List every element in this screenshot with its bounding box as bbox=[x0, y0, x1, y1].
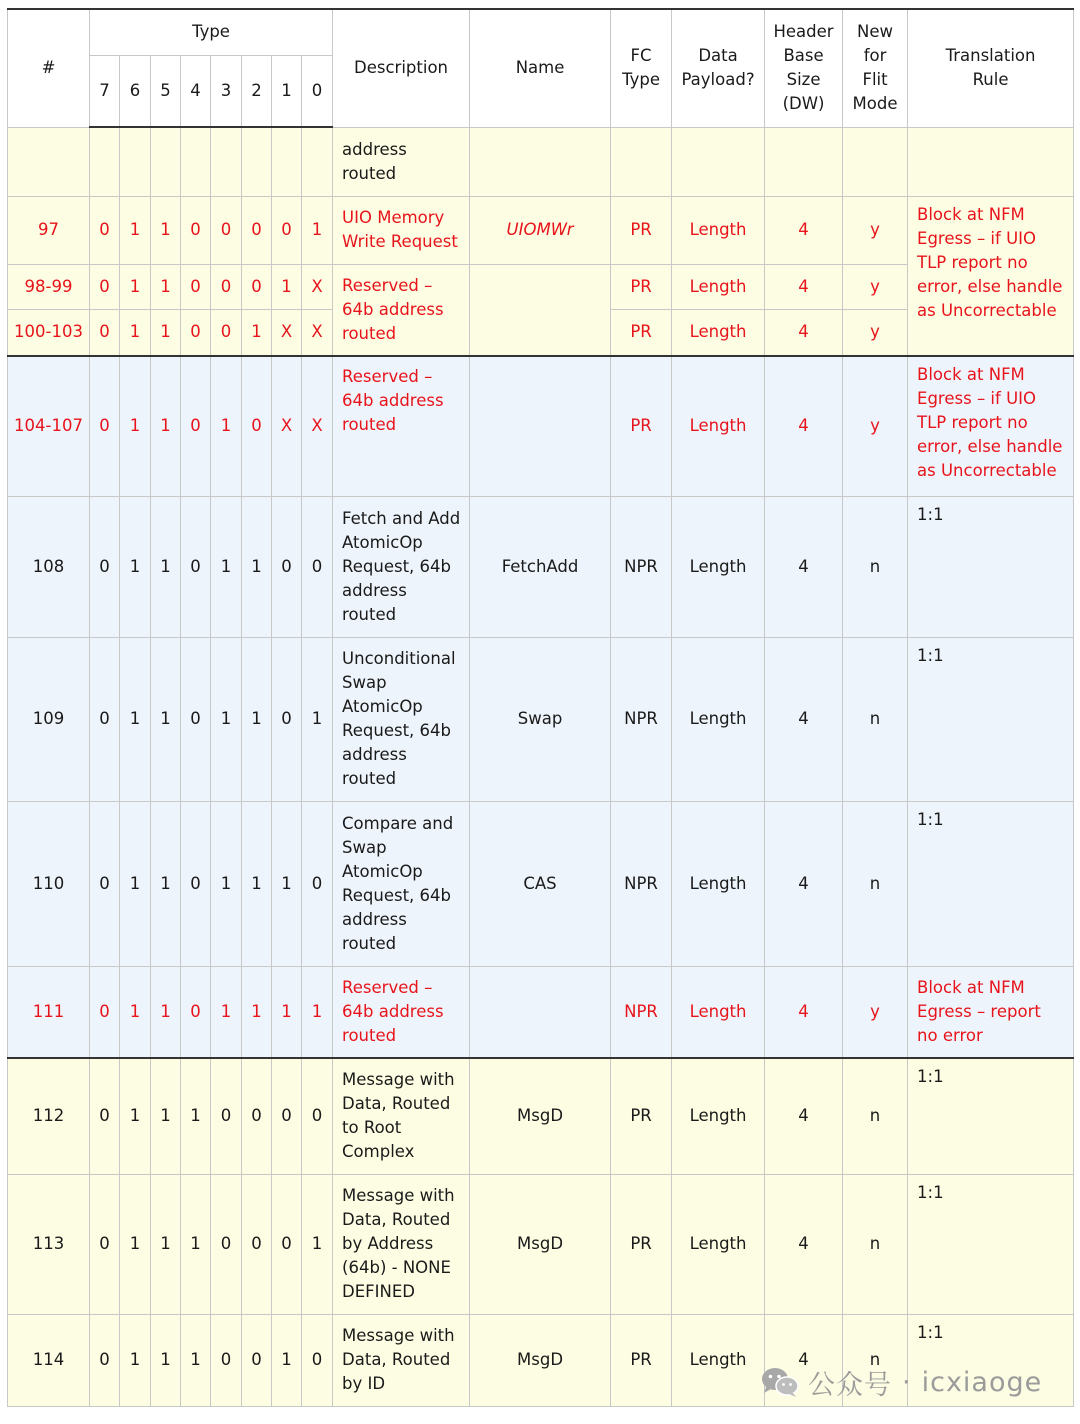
cell-bit: 1 bbox=[120, 1314, 151, 1406]
cell-fc-type: PR bbox=[611, 196, 672, 264]
cell-bit: 1 bbox=[242, 637, 272, 801]
cell-new-for-flit: y bbox=[843, 356, 908, 496]
cell-bit bbox=[181, 127, 211, 196]
cell-data-payload: Length bbox=[672, 1174, 765, 1314]
cell-data-payload: Length bbox=[672, 196, 765, 264]
cell-fc-type: PR bbox=[611, 264, 672, 309]
cell-bit: X bbox=[272, 309, 302, 356]
cell-translation-rule: 1:1 bbox=[908, 637, 1074, 801]
cell-bit: 1 bbox=[151, 1058, 181, 1174]
watermark-separator: · bbox=[902, 1366, 912, 1398]
cell-new-for-flit bbox=[843, 127, 908, 196]
watermark-label: 公众号 bbox=[808, 1369, 892, 1401]
cell-new-for-flit: n bbox=[843, 637, 908, 801]
cell-bit: 0 bbox=[90, 356, 120, 496]
cell-num: 112 bbox=[8, 1058, 90, 1174]
cell-bit: 1 bbox=[211, 496, 242, 637]
cell-bit bbox=[211, 127, 242, 196]
cell-new-for-flit: n bbox=[843, 801, 908, 966]
cell-data-payload: Length bbox=[672, 966, 765, 1058]
cell-bit: 1 bbox=[302, 1174, 333, 1314]
cell-bit: 1 bbox=[211, 966, 242, 1058]
cell-bit: 0 bbox=[302, 496, 333, 637]
cell-translation-rule: Block at NFM Egress – report no error bbox=[908, 966, 1074, 1058]
cell-bit: 1 bbox=[272, 801, 302, 966]
cell-name bbox=[470, 966, 611, 1058]
cell-data-payload: Length bbox=[672, 637, 765, 801]
cell-header-size: 4 bbox=[765, 1174, 843, 1314]
col-header-description: Description bbox=[333, 9, 470, 127]
cell-bit: 0 bbox=[181, 356, 211, 496]
cell-bit: 0 bbox=[211, 1314, 242, 1406]
cell-bit bbox=[242, 127, 272, 196]
cell-data-payload: Length bbox=[672, 264, 765, 309]
cell-bit: 1 bbox=[120, 496, 151, 637]
cell-bit: 0 bbox=[272, 637, 302, 801]
cell-bit bbox=[272, 127, 302, 196]
cell-translation-rule bbox=[908, 127, 1074, 196]
cell-bit: 0 bbox=[242, 356, 272, 496]
cell-fc-type: PR bbox=[611, 309, 672, 356]
cell-num: 110 bbox=[8, 801, 90, 966]
cell-bit: 0 bbox=[272, 196, 302, 264]
cell-name: FetchAdd bbox=[470, 496, 611, 637]
cell-data-payload: Length bbox=[672, 1314, 765, 1406]
col-header-bit-2: 2 bbox=[242, 55, 272, 127]
cell-bit: 0 bbox=[272, 1058, 302, 1174]
cell-name: UIOMWr bbox=[470, 196, 611, 264]
cell-bit: 0 bbox=[302, 1058, 333, 1174]
cell-bit: 0 bbox=[181, 264, 211, 309]
cell-bit: 0 bbox=[90, 309, 120, 356]
col-header-data-payload: Data Payload? bbox=[672, 9, 765, 127]
col-header-bit-4: 4 bbox=[181, 55, 211, 127]
cell-bit: 0 bbox=[181, 196, 211, 264]
table-row bbox=[8, 127, 1074, 196]
cell-bit: 1 bbox=[302, 637, 333, 801]
cell-new-for-flit: y bbox=[843, 966, 908, 1058]
cell-header-size bbox=[765, 127, 843, 196]
cell-data-payload: Length bbox=[672, 309, 765, 356]
cell-bit: X bbox=[302, 264, 333, 309]
cell-data-payload bbox=[672, 127, 765, 196]
cell-bit: 1 bbox=[272, 966, 302, 1058]
cell-bit: 1 bbox=[151, 1174, 181, 1314]
cell-data-payload: Length bbox=[672, 1058, 765, 1174]
cell-bit: 1 bbox=[120, 356, 151, 496]
cell-name: CAS bbox=[470, 801, 611, 966]
cell-fc-type: PR bbox=[611, 1058, 672, 1174]
cell-header-size: 4 bbox=[765, 496, 843, 637]
col-header-header-base-size: Header Base Size (DW) bbox=[765, 9, 843, 127]
cell-new-for-flit: y bbox=[843, 264, 908, 309]
cell-bit: 0 bbox=[181, 801, 211, 966]
cell-header-size: 4 bbox=[765, 1314, 843, 1406]
cell-fc-type bbox=[611, 127, 672, 196]
cell-data-payload: Length bbox=[672, 356, 765, 496]
cell-bit: 1 bbox=[151, 637, 181, 801]
cell-bit: 1 bbox=[151, 1314, 181, 1406]
cell-num: 100-103 bbox=[8, 309, 90, 356]
cell-bit: 0 bbox=[90, 1174, 120, 1314]
cell-bit: 0 bbox=[181, 496, 211, 637]
table-row bbox=[8, 1174, 1074, 1314]
table-row bbox=[8, 496, 1074, 637]
cell-data-payload: Length bbox=[672, 496, 765, 637]
cell-bit: X bbox=[272, 356, 302, 496]
cell-description: Message with Data, Routed by Address (64b) - NONE DEFINED bbox=[333, 1174, 470, 1314]
cell-translation-rule: 1:1 bbox=[908, 1058, 1074, 1174]
cell-bit: 0 bbox=[242, 1058, 272, 1174]
cell-bit: 1 bbox=[181, 1314, 211, 1406]
cell-bit: 0 bbox=[90, 1314, 120, 1406]
cell-header-size: 4 bbox=[765, 966, 843, 1058]
cell-bit: 1 bbox=[242, 966, 272, 1058]
table-row bbox=[8, 1058, 1074, 1174]
cell-name: Swap bbox=[470, 637, 611, 801]
cell-bit: 0 bbox=[302, 801, 333, 966]
cell-description: Reserved – 64b address routed bbox=[333, 356, 470, 496]
cell-description: Reserved – 64b address routed bbox=[333, 264, 470, 356]
cell-header-size: 4 bbox=[765, 309, 843, 356]
wechat-icon bbox=[760, 1365, 800, 1399]
cell-bit: 1 bbox=[151, 966, 181, 1058]
cell-bit: 0 bbox=[181, 309, 211, 356]
cell-bit: 0 bbox=[90, 637, 120, 801]
cell-num: 109 bbox=[8, 637, 90, 801]
cell-bit: 0 bbox=[242, 1314, 272, 1406]
cell-header-size: 4 bbox=[765, 356, 843, 496]
cell-description: Message with Data, Routed to Root Complex bbox=[333, 1058, 470, 1174]
col-header-fc-type: FC Type bbox=[611, 9, 672, 127]
cell-bit: 1 bbox=[151, 264, 181, 309]
cell-bit: 1 bbox=[120, 309, 151, 356]
cell-new-for-flit: n bbox=[843, 1174, 908, 1314]
cell-description: Unconditional Swap AtomicOp Request, 64b address routed bbox=[333, 637, 470, 801]
cell-bit: 0 bbox=[90, 966, 120, 1058]
col-header-bit-7: 7 bbox=[90, 55, 120, 127]
cell-fc-type: PR bbox=[611, 1314, 672, 1406]
cell-fc-type: PR bbox=[611, 1174, 672, 1314]
cell-bit: 1 bbox=[120, 801, 151, 966]
watermark bbox=[760, 1362, 1042, 1402]
cell-new-for-flit: n bbox=[843, 1058, 908, 1174]
col-header-translation-rule: Translation Rule bbox=[908, 9, 1074, 127]
col-header-new-for-flit: New for Flit Mode bbox=[843, 9, 908, 127]
col-header-bit-0: 0 bbox=[302, 55, 333, 127]
cell-num: 104-107 bbox=[8, 356, 90, 496]
cell-bit: 1 bbox=[151, 356, 181, 496]
cell-bit: 1 bbox=[302, 966, 333, 1058]
col-header-bit-3: 3 bbox=[211, 55, 242, 127]
cell-bit: 1 bbox=[181, 1174, 211, 1314]
cell-new-for-flit: y bbox=[843, 196, 908, 264]
cell-bit: 0 bbox=[90, 801, 120, 966]
cell-num: 113 bbox=[8, 1174, 90, 1314]
cell-translation-rule: 1:1 bbox=[908, 1174, 1074, 1314]
cell-bit: 0 bbox=[211, 196, 242, 264]
cell-description: Reserved – 64b address routed bbox=[333, 966, 470, 1058]
cell-bit bbox=[151, 127, 181, 196]
cell-description: address routed bbox=[333, 127, 470, 196]
cell-bit: 1 bbox=[272, 1314, 302, 1406]
cell-bit: 0 bbox=[181, 637, 211, 801]
cell-bit: 1 bbox=[242, 801, 272, 966]
cell-bit: 1 bbox=[120, 637, 151, 801]
cell-bit: 0 bbox=[302, 1314, 333, 1406]
cell-new-for-flit: n bbox=[843, 496, 908, 637]
cell-name bbox=[470, 127, 611, 196]
cell-fc-type: NPR bbox=[611, 801, 672, 966]
cell-header-size: 4 bbox=[765, 264, 843, 309]
cell-description: Message with Data, Routed by ID bbox=[333, 1314, 470, 1406]
table-row bbox=[8, 196, 1074, 264]
cell-fc-type: NPR bbox=[611, 966, 672, 1058]
table-row bbox=[8, 356, 1074, 496]
cell-bit bbox=[90, 127, 120, 196]
cell-name: MsgD bbox=[470, 1058, 611, 1174]
cell-bit: 0 bbox=[90, 496, 120, 637]
cell-bit: 1 bbox=[181, 1058, 211, 1174]
cell-description: Fetch and Add AtomicOp Request, 64b address routed bbox=[333, 496, 470, 637]
col-header-bit-5: 5 bbox=[151, 55, 181, 127]
cell-bit: 1 bbox=[120, 1058, 151, 1174]
cell-bit: 1 bbox=[120, 966, 151, 1058]
cell-bit: 1 bbox=[211, 356, 242, 496]
cell-name: MsgD bbox=[470, 1314, 611, 1406]
cell-num: 98-99 bbox=[8, 264, 90, 309]
cell-num bbox=[8, 127, 90, 196]
cell-fc-type: NPR bbox=[611, 496, 672, 637]
cell-bit: 1 bbox=[151, 801, 181, 966]
cell-data-payload: Length bbox=[672, 801, 765, 966]
cell-num: 114 bbox=[8, 1314, 90, 1406]
cell-bit: 1 bbox=[151, 496, 181, 637]
cell-header-size: 4 bbox=[765, 1058, 843, 1174]
cell-bit: 1 bbox=[151, 309, 181, 356]
cell-bit: 1 bbox=[272, 264, 302, 309]
cell-bit: 1 bbox=[120, 1174, 151, 1314]
cell-bit: 0 bbox=[181, 966, 211, 1058]
cell-bit: 0 bbox=[272, 1174, 302, 1314]
cell-bit: 0 bbox=[211, 264, 242, 309]
cell-translation-rule: Block at NFM Egress – if UIO TLP report no error, else handle as Uncorrectable bbox=[908, 356, 1074, 496]
cell-bit: 1 bbox=[211, 637, 242, 801]
cell-bit bbox=[120, 127, 151, 196]
watermark-handle: icxiaoge bbox=[921, 1366, 1043, 1398]
cell-translation-rule: 1:1 bbox=[908, 801, 1074, 966]
cell-bit: X bbox=[302, 356, 333, 496]
cell-bit: 0 bbox=[90, 264, 120, 309]
col-header-type: Type bbox=[90, 9, 333, 55]
cell-description: UIO Memory Write Request bbox=[333, 196, 470, 264]
cell-bit: 0 bbox=[211, 1174, 242, 1314]
cell-bit: 1 bbox=[242, 496, 272, 637]
cell-header-size: 4 bbox=[765, 196, 843, 264]
cell-bit: 0 bbox=[242, 196, 272, 264]
col-header-num: # bbox=[8, 9, 90, 127]
cell-translation-rule: 1:1 bbox=[908, 496, 1074, 637]
table-row bbox=[8, 637, 1074, 801]
cell-bit: X bbox=[302, 309, 333, 356]
table-row bbox=[8, 966, 1074, 1058]
cell-bit: 1 bbox=[120, 264, 151, 309]
cell-bit: 1 bbox=[151, 196, 181, 264]
cell-bit: 0 bbox=[90, 1058, 120, 1174]
cell-bit: 0 bbox=[272, 496, 302, 637]
cell-bit: 0 bbox=[242, 1174, 272, 1314]
cell-description: Compare and Swap AtomicOp Request, 64b address routed bbox=[333, 801, 470, 966]
cell-bit: 1 bbox=[211, 801, 242, 966]
cell-header-size: 4 bbox=[765, 801, 843, 966]
cell-bit: 1 bbox=[242, 309, 272, 356]
cell-bit: 0 bbox=[90, 196, 120, 264]
cell-fc-type: NPR bbox=[611, 637, 672, 801]
cell-num: 108 bbox=[8, 496, 90, 637]
cell-translation-rule: 1:1 bbox=[908, 1314, 1074, 1406]
cell-name: MsgD bbox=[470, 1174, 611, 1314]
cell-fc-type: PR bbox=[611, 356, 672, 496]
cell-bit: 0 bbox=[211, 1058, 242, 1174]
col-header-name: Name bbox=[470, 9, 611, 127]
cell-bit bbox=[302, 127, 333, 196]
col-header-bit-1: 1 bbox=[272, 55, 302, 127]
cell-bit: 1 bbox=[120, 196, 151, 264]
tlp-type-table bbox=[7, 8, 1074, 1407]
cell-translation-rule: Block at NFM Egress – if UIO TLP report no error, else handle as Uncorrectable bbox=[908, 196, 1074, 356]
cell-bit: 1 bbox=[302, 196, 333, 264]
cell-name bbox=[470, 264, 611, 356]
cell-name bbox=[470, 356, 611, 496]
cell-num: 97 bbox=[8, 196, 90, 264]
cell-new-for-flit: n bbox=[843, 1314, 908, 1406]
col-header-bit-6: 6 bbox=[120, 55, 151, 127]
cell-header-size: 4 bbox=[765, 637, 843, 801]
cell-bit: 0 bbox=[242, 264, 272, 309]
cell-bit: 0 bbox=[211, 309, 242, 356]
table-row bbox=[8, 801, 1074, 966]
cell-num: 111 bbox=[8, 966, 90, 1058]
cell-new-for-flit: y bbox=[843, 309, 908, 356]
